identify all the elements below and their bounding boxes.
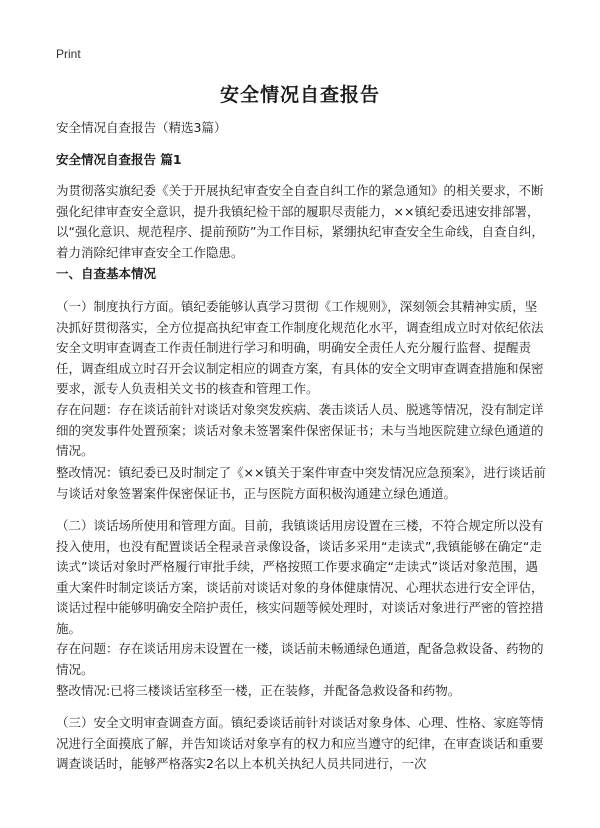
intro-paragraph: 为贯彻落实旗纪委《关于开展执纪审查安全自查自纠工作的紧急通知》的相关要求，不断强化纪律审查安全意识，提升我镇纪检干部的履职尽责能力，××镇纪委迅速安排部署，以“强化意识、规范程序、提前预防”为工作目标，紧绷执纪审查安全生命线，自查自纠，着力消除纪律审查安全工作隐患。 xyxy=(56,183,544,260)
print-label: Print xyxy=(56,47,81,61)
page-title: 安全情况自查报告 xyxy=(219,84,380,106)
paragraph-rectification-2: 整改情况:已将三楼谈话室移至一楼，正在装修，并配备急救设备和药物。 xyxy=(56,683,461,698)
paragraph-venue-management: （二）谈话场所使用和管理方面。目前，我镇谈话用房设置在三楼，不符合规定所以没有投入使用，也没有配置谈话全程录音录像设备，谈话多采用“走读式”,我镇能够在确定“走读式”谈话对象时严格履行审批手续，严格按照工作要求确定“走读式”谈话对象范围，遇重大案件时制定谈话方案，谈话前对谈话对象的身体健康情况、心理状态进行安全评估，谈话过程中能够明确安全陪护责任，核实问题等候处理时，对谈话对象进行严密的管控措施。 xyxy=(56,518,544,636)
paragraph-system-execution: （一）制度执行方面。镇纪委能够认真学习贯彻《工作规则》，深刻领会其精神实质，坚决抓好贯彻落实，全方位提高执纪审查工作制度化规范化水平，调查组成立时对依纪依法安全文明审查调查工作责任制进行学习和明确，明确安全责任人充分履行监督、提醒责任，调查组成立时召开会议制定相应的调查方案，有具体的安全文明审查调查措施和保密要求，派专人负责相关文书的核查和管理工作。 xyxy=(56,299,544,396)
heading-self-check: 一、自查基本情况 xyxy=(56,266,157,281)
paragraph-problems-2: 存在问题：存在谈话用房未设置在一楼，谈话前未畅通绿色通道，配备急救设备、药物的情况。 xyxy=(56,641,544,677)
paragraph-safe-investigation: （三）安全文明审查调查方面。镇纪委谈话前针对谈话对象身体、心理、性格、家庭等情况进行全面摸底了解，并告知谈话对象享有的权力和应当遵守的纪律，在审查谈话和重要调查谈话时，能够严格落实2名以上本机关执纪人员共同进行，一次 xyxy=(56,715,544,771)
section-title: 安全情况自查报告 篇1 xyxy=(56,152,182,167)
document-subtitle: 安全情况自查报告（精选3篇） xyxy=(56,120,227,135)
paragraph-rectification-1: 整改情况：镇纪委已及时制定了《××镇关于案件审查中突发情况应急预案》，进行谈话前与谈话对象签署案件保密保证书，正与医院方面积极沟通建立绿色通道。 xyxy=(56,465,546,501)
paragraph-problems-1: 存在问题：存在谈话前针对谈话对象突发疾病、袭击谈话人员、脱逃等情况，没有制定详细的突发事件处置预案；谈话对象未签署案件保密保证书；未与当地医院建立绿色通道的情况。 xyxy=(56,402,544,458)
